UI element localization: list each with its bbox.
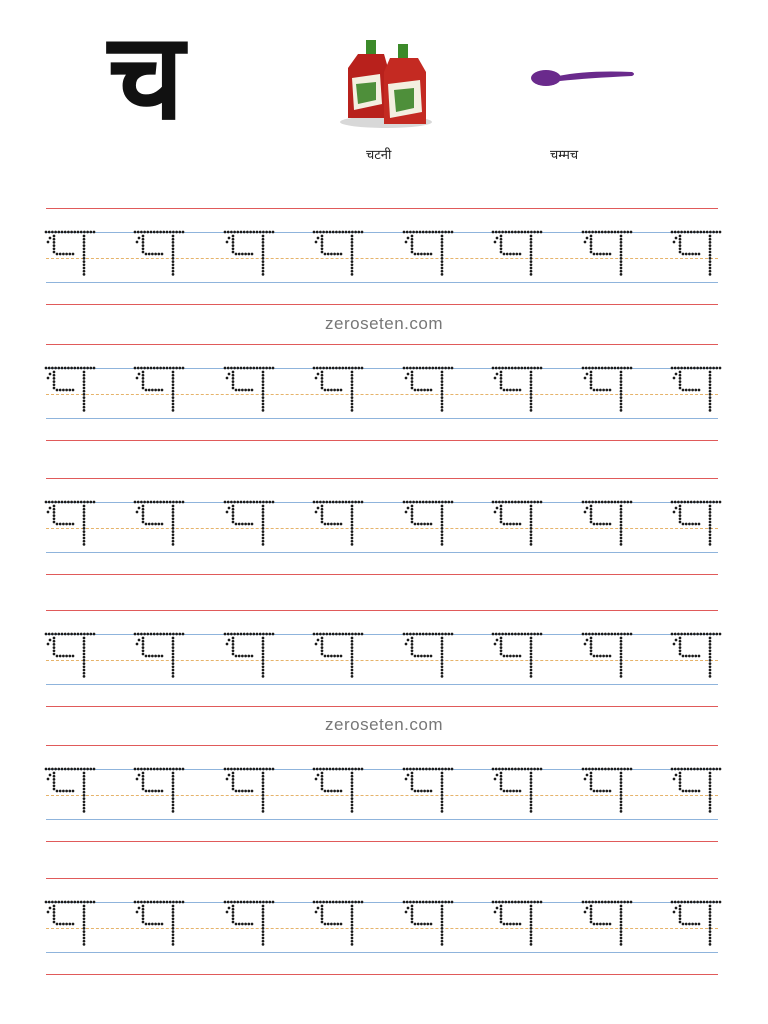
ruling-line [46, 418, 718, 419]
dotted-letter-cha [44, 228, 98, 280]
dotted-letter-cha [223, 228, 277, 280]
ruling-line [46, 574, 718, 575]
dotted-letter-cha [402, 898, 456, 950]
dotted-letter-cha [44, 765, 98, 817]
dotted-letter-cha [402, 498, 456, 550]
picture-label-chatni: चटनी [366, 148, 392, 163]
tracing-row [44, 630, 724, 682]
dotted-letter-cha [581, 228, 635, 280]
dotted-letter-cha [312, 898, 366, 950]
dotted-letter-cha [223, 898, 277, 950]
dotted-letter-cha [133, 498, 187, 550]
dotted-letter-cha [670, 364, 724, 416]
ruling-line [46, 745, 718, 746]
dotted-letter-cha [670, 765, 724, 817]
dotted-letter-cha [491, 898, 545, 950]
dotted-letter-cha [223, 498, 277, 550]
dotted-letter-cha [581, 364, 635, 416]
dotted-letter-cha [491, 765, 545, 817]
featured-letter: च [108, 8, 185, 147]
tracing-row [44, 898, 724, 950]
dotted-letter-cha [581, 898, 635, 950]
ruling-line [46, 841, 718, 842]
dotted-letter-cha [581, 498, 635, 550]
dotted-letter-cha [133, 630, 187, 682]
dotted-letter-cha [670, 498, 724, 550]
dotted-letter-cha [44, 498, 98, 550]
dotted-letter-cha [581, 630, 635, 682]
dotted-letter-cha [581, 765, 635, 817]
ruling-line [46, 552, 718, 553]
ruling-line [46, 344, 718, 345]
dotted-letter-cha [312, 228, 366, 280]
dotted-letter-cha [312, 364, 366, 416]
dotted-letter-cha [223, 364, 277, 416]
dotted-letter-cha [670, 898, 724, 950]
tracing-row [44, 498, 724, 550]
picture-label-chammach: चम्मच [550, 148, 579, 163]
ruling-line [46, 819, 718, 820]
dotted-letter-cha [44, 364, 98, 416]
watermark-text: zeroseten.com [325, 314, 443, 333]
ruling-line [46, 440, 718, 441]
dotted-letter-cha [44, 630, 98, 682]
dotted-letter-cha [402, 228, 456, 280]
spoon-icon [528, 62, 638, 92]
dotted-letter-cha [491, 364, 545, 416]
ruling-line [46, 610, 718, 611]
dotted-letter-cha [670, 630, 724, 682]
dotted-letter-cha [491, 228, 545, 280]
watermark-text: zeroseten.com [325, 715, 443, 734]
dotted-letter-cha [312, 765, 366, 817]
ruling-line [46, 478, 718, 479]
dotted-letter-cha [223, 630, 277, 682]
ruling-line [46, 282, 718, 283]
dotted-letter-cha [312, 630, 366, 682]
dotted-letter-cha [44, 898, 98, 950]
dotted-letter-cha [670, 228, 724, 280]
ruling-line [46, 706, 718, 707]
dotted-letter-cha [491, 498, 545, 550]
ruling-line [46, 684, 718, 685]
dotted-letter-cha [402, 364, 456, 416]
dotted-letter-cha [312, 498, 366, 550]
dotted-letter-cha [491, 630, 545, 682]
dotted-letter-cha [133, 765, 187, 817]
dotted-letter-cha [402, 765, 456, 817]
ruling-line [46, 304, 718, 305]
dotted-letter-cha [133, 898, 187, 950]
dotted-letter-cha [402, 630, 456, 682]
dotted-letter-cha [223, 765, 277, 817]
ruling-line [46, 952, 718, 953]
tracing-row [44, 364, 724, 416]
ruling-line [46, 878, 718, 879]
dotted-letter-cha [133, 228, 187, 280]
ruling-line [46, 208, 718, 209]
tracing-row [44, 765, 724, 817]
sauce-bottles-icon [328, 38, 436, 130]
dotted-letter-cha [133, 364, 187, 416]
tracing-row [44, 228, 724, 280]
ruling-line [46, 974, 718, 975]
